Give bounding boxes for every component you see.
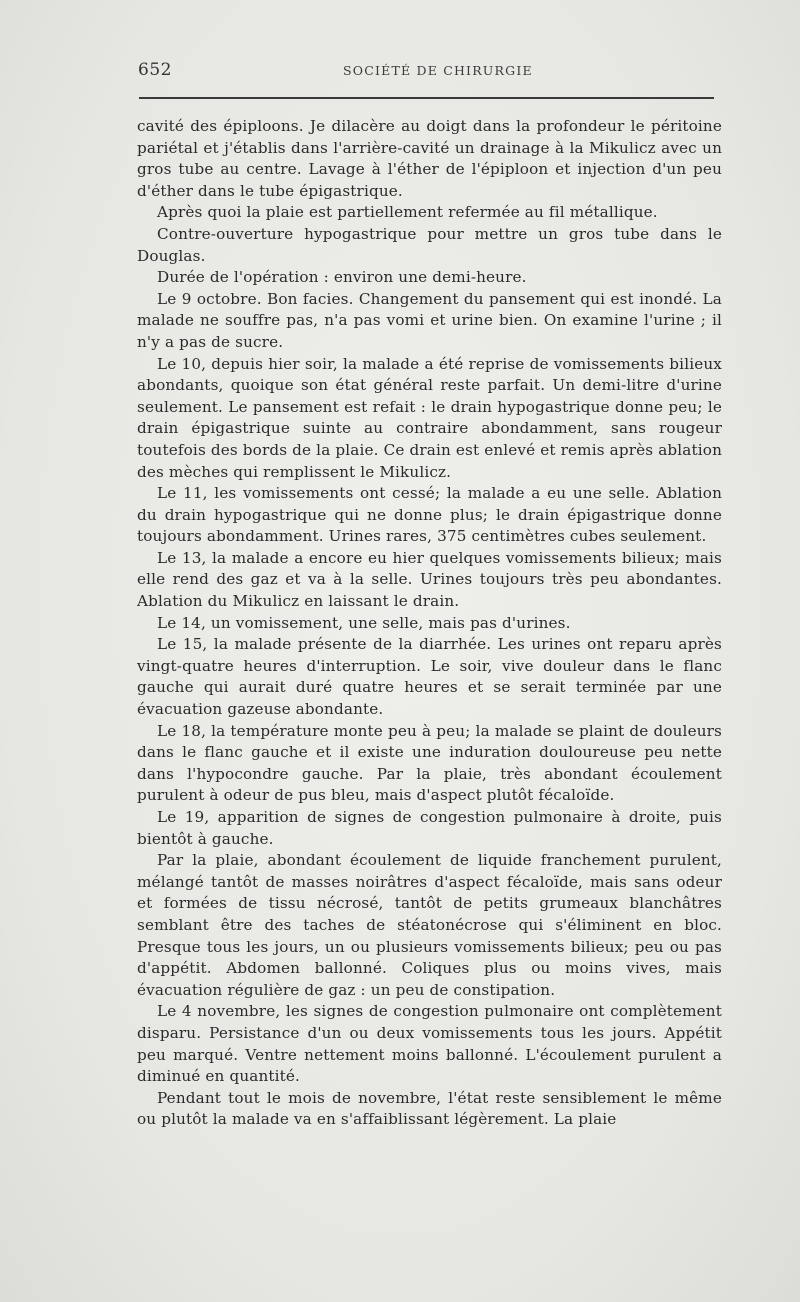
paragraph: cavité des épiploons. Je dilacère au doigt dans la profondeur le péritoine pariétal et j'établis dans l'arrière-cavité un drainage à la Mikulicz avec un gros tube au centre. Lavage à l'éther de l'épiploon et injection d'un peu d'éther dans le tube épigastrique.: [137, 117, 722, 200]
page-number: 652: [138, 60, 172, 80]
paragraph: Le 15, la malade présente de la diarrhée. Les urines ont reparu après vingt-quatre heures d'interruption. Le soir, vive douleur dans le flanc gauche qui aurait duré quatre heures et se serait terminée par une évacuation gazeuse abondante.: [137, 635, 722, 719]
paragraph: Le 18, la température monte peu à peu; la malade se plaint de douleurs dans le flanc gauche et il existe une induration douloureuse peu nette dans l'hypocondre gauche. Par la plaie, très abondant écoulement purulent à odeur de pus bleu, mais d'aspect plutôt fécaloïde.: [137, 721, 722, 805]
paragraph: Pendant tout le mois de novembre, l'état reste sensiblement le même ou plutôt la malade va en s'affaiblissant légèrement. La plaie: [137, 1088, 722, 1129]
body-text: [137, 116, 722, 1131]
paragraph: Après quoi la plaie est partiellement refermée au fil métallique.: [157, 203, 658, 222]
paragraph: Le 14, un vomissement, une selle, mais pas d'urines.: [157, 613, 571, 632]
paragraph: Le 9 octobre. Bon facies. Changement du pansement qui est inondé. La malade ne souffre pas, n'a pas vomi et urine bien. On examine l'urine ; il n'y a pas de sucre.: [137, 289, 722, 351]
header-rule: [139, 97, 714, 99]
paragraph: Durée de l'opération : environ une demi-heure.: [157, 268, 527, 287]
paragraph: Le 11, les vomissements ont cessé; la malade a eu une selle. Ablation du drain hypogastrique qui ne donne plus; le drain épigastrique donne toujours abondamment. Urines rares, 375 centimètres cubes seulement.: [137, 484, 722, 546]
paragraph: Le 13, la malade a encore eu hier quelques vomissements bilieux; mais elle rend des gaz et va à la selle. Urines toujours très peu abondantes. Ablation du Mikulicz en laissant le drain.: [137, 548, 722, 611]
page-header: [133, 58, 723, 84]
paragraph: Par la plaie, abondant écoulement de liquide franchement purulent, mélangé tantôt de masses noirâtres d'aspect fécaloïde, mais sans odeur et formées de tissu nécrosé, tantôt de petits grumeaux blanchâtres semblant être des taches de stéatonécrose qui s'éliminent en bloc. Presque tous les jours, un ou plusieurs vomissements bilieux; peu ou pas d'appétit. Abdomen ballonné. Coliques plus ou moins vives, mais évacuation régulière de gaz : un peu de constipation.: [137, 851, 722, 999]
paragraph: Le 4 novembre, les signes de congestion pulmonaire ont complètement disparu. Persistance d'un ou deux vomissements tous les jours. Appétit peu marqué. Ventre nettement moins ballonné. L'écoulement purulent a diminué en quantité.: [137, 1002, 722, 1086]
paragraph: Le 10, depuis hier soir, la malade a été reprise de vomissements bilieux abondants, quoique son état général reste parfait. Un demi-litre d'urine seulement. Le pansement est refait : le drain hypogastrique donne peu; le drain épigastrique suinte au contraire abondamment, sans rougeur toutefois des bords de la plaie. Ce drain est enlevé et remis après ablation des mèches qui remplissent le Mikulicz.: [137, 354, 722, 481]
paragraph: Le 19, apparition de signes de congestion pulmonaire à droite, puis bientôt à gauche.: [137, 808, 722, 848]
running-head: SOCIÉTÉ DE CHIRURGIE: [343, 63, 533, 78]
paragraph: Contre-ouverture hypogastrique pour mettre un gros tube dans le Douglas.: [137, 224, 722, 265]
